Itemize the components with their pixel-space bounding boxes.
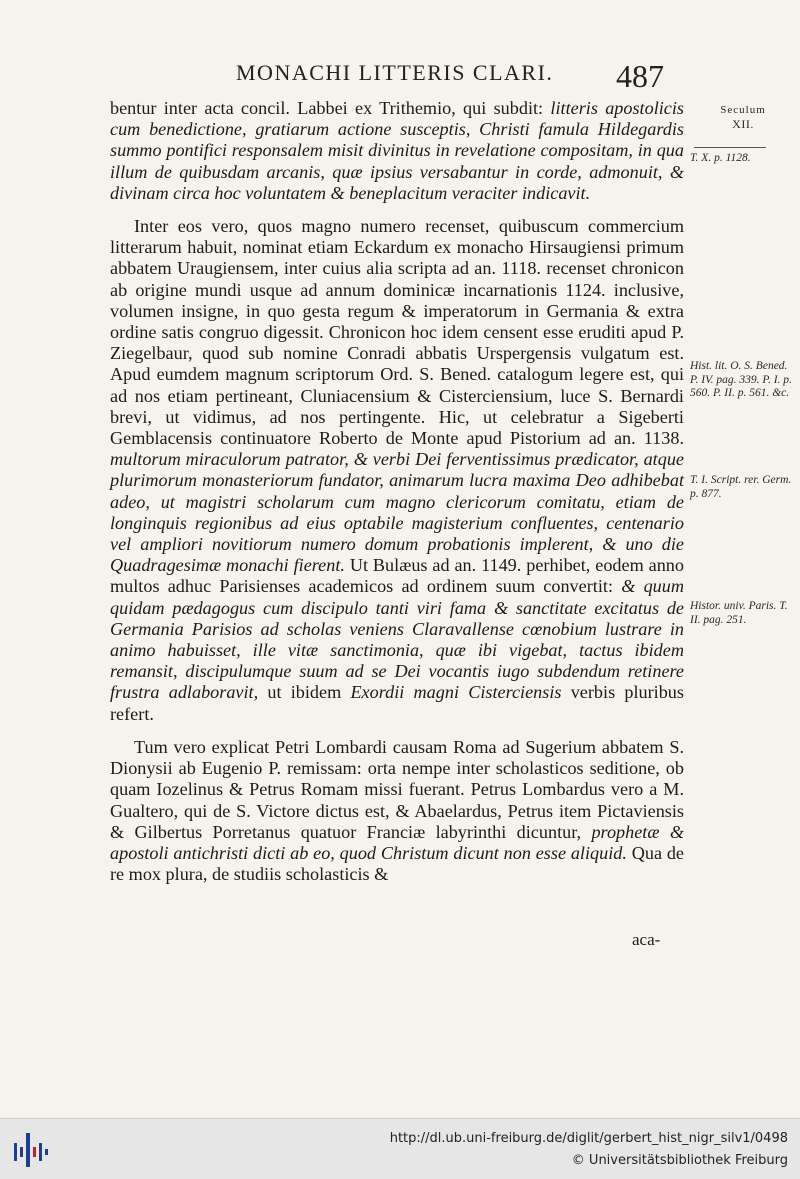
text-run: ut ibidem	[258, 682, 351, 703]
italic-text-run: multorum miraculorum patrator, & verbi Dei ferventissimus prædicator, atque plurimorum monasteriorum fundator, animarum lucra maxima Deo adhibebat adeo, ut magistri scholarum cum magno clericorum comitatu, etiam de longinquis regionibus ad eius optabile magisterium confluentes, centenario vel ampliori novitiorum numero domum probationis implerent, & uno die Quadragesimæ monachi fierent.	[110, 449, 684, 576]
paragraph-1	[110, 98, 684, 204]
text-run: Ut Bulæus ad an. 1149. perhibet, eodem anno multos adhuc Parisienses academicos ad ordinem suum convertit:	[110, 555, 684, 597]
margin-note-reference: T. I. Script. rer. Germ. p. 877.	[690, 474, 792, 500]
document-url-link[interactable]: http://dl.ub.uni-freiburg.de/diglit/gerbert_hist_nigr_silv1/0498	[389, 1131, 788, 1146]
text-run: Inter eos vero, quos magno numero recenset, quibuscum commercium litterarum habuit, nominat etiam Eckardum ex monacho Hirsaugiensi primum abbatem Uraugiensem, inter cuius alia scripta ad an. 1118. recenset chronicon ab origine mundi usque ad annum dominicæ incarnationis 1124. inclusive, volumen insigne, in quo gesta regum & imperatorum in Germania & extra ordine satis congruo digessit. Chronicon hoc idem censent esse eruditi apud P. Ziegelbaur, quod sub nomine Conradi abbatis Urspergensis vulgatum est. Apud eumdem magnum scriptorum Ord. S. Bened. catalogum legere est, qui ad nos etiam pertineant, Cluniacensium & Cisterciensium, luce S. Bernardi brevi, ut vidimus, ad nos pertingente. Hic, ut celebratur a Sigeberti Gemblacensis continuatore Roberto de Monte apud Pistorium ad an. 1138.	[110, 216, 684, 449]
italic-text-run: litteris apostolicis cum benedictione, gratiarum actione susceptis, Christi famula Hildegardis summo pontifici responsalem misit divinitus in revelatione compositam, in qua illum de quibusdam arcanis, quæ ipsius versabantur in corde, admonuit, & divinam circa hoc voluntatem & beneplacitum veraciter indicavit.	[110, 98, 685, 203]
italic-text-run: Exordii magni Cisterciensis	[350, 682, 562, 703]
margin-rule	[694, 147, 766, 148]
paragraph-3	[110, 737, 684, 885]
margin-seculum-number: XII.	[732, 117, 754, 131]
paragraph-2	[110, 216, 684, 725]
page-number: 487	[616, 58, 664, 94]
library-logo-icon	[10, 1129, 54, 1169]
margin-note-reference: Hist. lit. O. S. Bened. P. IV. pag. 339. P. I. p. 560. P. II. p. 561. &c.	[690, 360, 792, 399]
text-run: verbis pluribus refert.	[110, 682, 684, 724]
italic-text-run: prophetæ & apostoli antichristi dicti ab eo, quod Christum dicunt non esse aliquid.	[110, 821, 684, 863]
catchword: aca-	[632, 930, 661, 949]
copyright-notice: © Universitätsbibliothek Freiburg	[571, 1153, 788, 1168]
footer-bar	[0, 1118, 800, 1179]
body-text	[110, 98, 684, 885]
text-run: Tum vero explicat Petri Lombardi causam Roma ad Sugerium abbatem S. Dionysii ab Eugenio P. remissam: orta nempe inter scholasticos seditione, ob quam Iozelinus & Petrus Romam missi fuerant. Petrus Lombardus vero a M. Gualtero, qui de S. Victore dictus est, & Abaelardus, Petrus item Pictaviensis & Gilbertus Porretanus quatuor Franciæ labyrinthi dicuntur,	[110, 736, 684, 842]
margin-note-reference: T. X. p. 1128.	[690, 152, 751, 164]
text-run: Qua de re mox plura, de studiis scholasticis &	[110, 842, 685, 885]
margin-note-reference: Histor. univ. Paris. T. II. pag. 251.	[690, 600, 788, 626]
margin-seculum: Seculum	[720, 104, 766, 116]
italic-text-run: & quum quidam pædagogus cum discipulo tanti viri fama & sanctitate excitatus de Germania Parisios ad scholas veniens Claravallense cœnobium lustrare in animo habuisset, ille vitæ sanctimonia, quæ ibi vigebat, tactus ibidem remansit, discipulumque suum ad se Dei vocantis iugo subdendum retinere frustra adlaboravit,	[110, 576, 684, 703]
text-run: bentur inter acta concil. Labbei ex Trithemio, qui subdit:	[110, 98, 551, 118]
running-head: MONACHI LITTERIS CLARI.	[236, 60, 554, 85]
